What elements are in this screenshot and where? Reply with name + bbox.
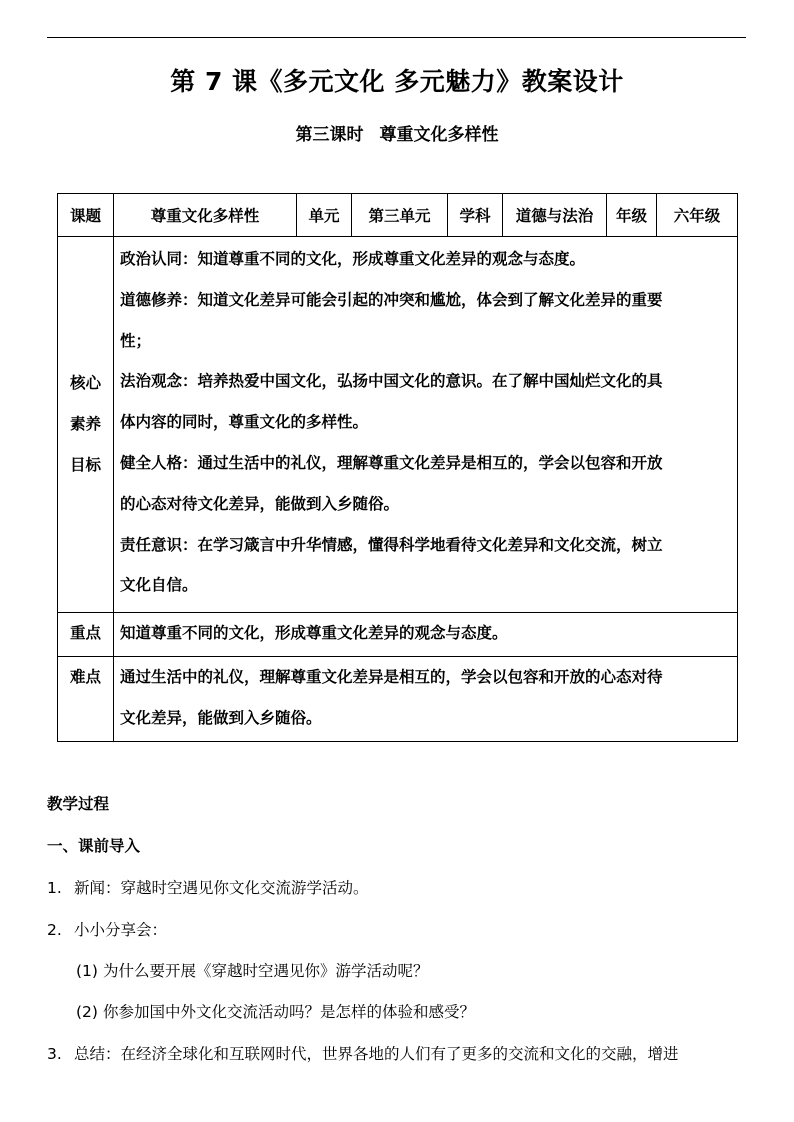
list-item: [47, 876, 369, 898]
item-text: 小小分享会：: [74, 921, 168, 939]
teaching-process-heading: 教学过程: [47, 795, 110, 813]
grade-label: 年级: [607, 194, 657, 237]
item-number: (2): [76, 1003, 98, 1021]
unit-value: 第三单元: [352, 194, 448, 237]
list-item: [76, 959, 429, 981]
list-item: [76, 1000, 475, 1022]
section-1-heading: 一、课前导入: [47, 837, 141, 855]
list-item: [47, 1042, 679, 1064]
goal-line: 的心态对待文化差异，能做到入乡随俗。: [120, 494, 400, 513]
header-rule: [47, 37, 746, 38]
goal-line: 责任意识：在学习箴言中升华情感，懂得科学地看待文化差异和文化交流，树立: [120, 535, 663, 554]
item-text: 新闻：穿越时空遇见你文化交流游学活动。: [74, 879, 369, 897]
difficulty-text: 通过生活中的礼仪，理解尊重文化差异是相互的，学会以包容和开放的心态对待 文化差异，能做到入乡随俗。: [114, 656, 738, 741]
key-point-label: 重点: [58, 613, 114, 657]
grade-value: 六年级: [657, 194, 738, 237]
unit-label: 单元: [297, 194, 352, 237]
list-item: [47, 918, 167, 940]
key-point-text: 知道尊重不同的文化，形成尊重文化差异的观念与态度。: [114, 613, 738, 657]
goal-line: 性；: [120, 331, 152, 350]
item-number: 1.: [47, 879, 62, 897]
item-number: 2.: [47, 921, 62, 939]
goals-row: [58, 237, 738, 613]
goals-content: [114, 237, 738, 613]
topic-value: 尊重文化多样性: [114, 194, 297, 237]
lesson-info-table: [57, 193, 738, 742]
goals-label: 核心 素养 目标: [58, 237, 114, 613]
key-point-row: [58, 613, 738, 657]
item-text: 为什么要开展《穿越时空遇见你》游学活动呢？: [103, 962, 429, 980]
goal-line: 法治观念：培养热爱中国文化，弘扬中国文化的意识。在了解中国灿烂文化的具: [120, 372, 663, 391]
goal-line: 文化自信。: [120, 576, 198, 595]
goal-line: 体内容的同时，尊重文化的多样性。: [120, 413, 369, 432]
document-title: 第 7 课《多元文化 多元魅力》教案设计: [170, 67, 624, 96]
document-subtitle: 第三课时 尊重文化多样性: [295, 125, 499, 145]
subject-label: 学科: [448, 194, 503, 237]
goal-line: 道德修养：知道文化差异可能会引起的冲突和尴尬，体会到了解文化差异的重要: [120, 290, 663, 309]
item-number: 3.: [47, 1045, 62, 1063]
goal-line: 健全人格：通过生活中的礼仪，理解尊重文化差异是相互的，学会以包容和开放: [120, 453, 663, 472]
item-number: (1): [76, 962, 98, 980]
table-header-row: [58, 194, 738, 237]
topic-label: 课题: [58, 194, 114, 237]
item-text: 总结：在经济全球化和互联网时代，世界各地的人们有了更多的交流和文化的交融，增进: [74, 1045, 679, 1063]
difficulty-label: 难点: [58, 656, 114, 741]
goal-line: 政治认同：知道尊重不同的文化，形成尊重文化差异的观念与态度。: [120, 250, 586, 268]
subject-value: 道德与法治: [503, 194, 607, 237]
difficulty-row: [58, 656, 738, 741]
item-text: 你参加国中外文化交流活动吗？是怎样的体验和感受？: [103, 1003, 476, 1021]
